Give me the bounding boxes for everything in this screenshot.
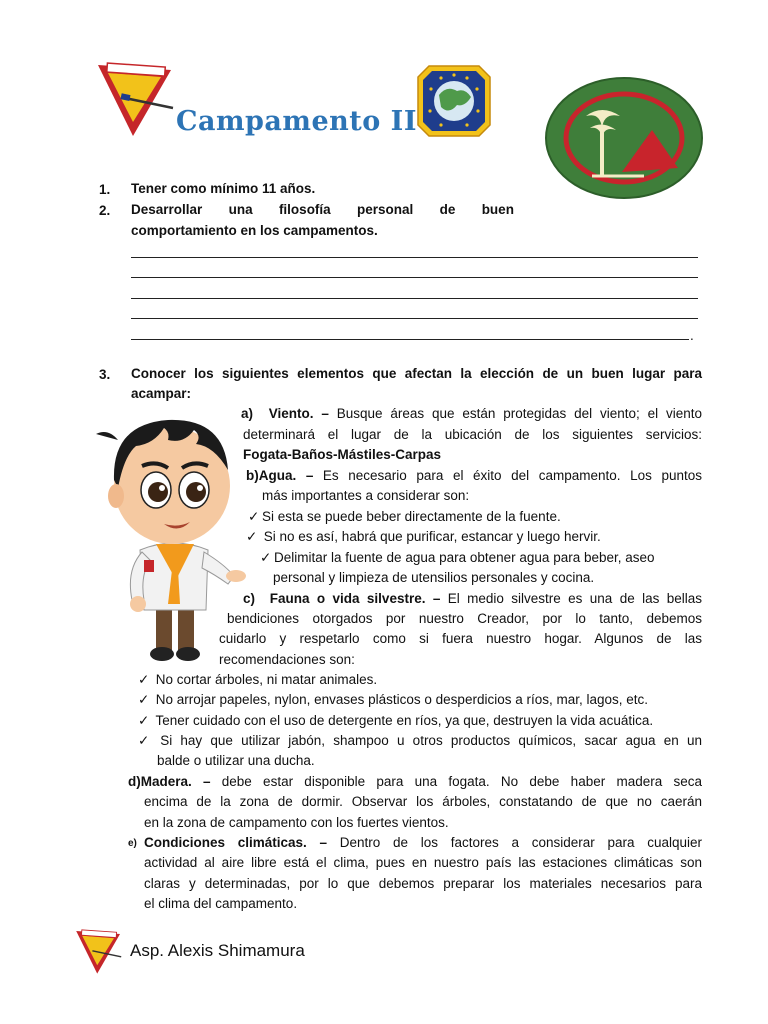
req-1-text: Tener como mínimo 11 años. <box>131 181 316 196</box>
footer-logo-icon <box>74 928 124 976</box>
req-2-word: de <box>439 202 456 217</box>
section-c-text2: bendiciones otorgados por nuestro Creador, por lo tanto, debemos <box>227 611 702 626</box>
globe-emblem-icon <box>415 63 493 139</box>
section-c-item <box>138 731 702 752</box>
camping-badge-icon <box>544 76 704 200</box>
section-b-text2: más importantes a considerar son: <box>262 488 470 503</box>
section-b-heading: Agua. – <box>258 468 314 483</box>
req-2-word: Desarrollar <box>131 202 203 217</box>
req-3-line1: Conocer los siguientes elementos que afectan la elección de un buen lugar para <box>131 366 702 381</box>
section-b-item-text: Si no es así, habrá que purificar, estancar y luego hervir. <box>263 529 601 544</box>
section-c-item4a: Si hay que utilizar jabón, shampoo u otros productos químicos, sacar agua en un <box>160 733 702 748</box>
section-c-item4b: balde o utilizar una ducha. <box>157 753 315 768</box>
req-2-word: filosofía <box>278 202 331 217</box>
section-e-text4: el clima del campamento. <box>144 896 298 911</box>
section-c-text3: cuidarlo y respetarlo como si fuera nuestro hogar. Algunos de las <box>219 631 702 646</box>
section-a <box>241 404 702 425</box>
section-c-item <box>138 711 653 732</box>
section-c-text1: El medio silvestre es una de las bellas <box>447 591 702 606</box>
req-1-number: 1. <box>99 182 111 197</box>
section-b-item-text: Si esta se puede beber directamente de la fuente. <box>262 509 561 524</box>
section-c-item-text: Tener cuidado con el uso de detergente en ríos, ya que, destruyen la vida acuática. <box>155 713 654 728</box>
section-d-heading: Madera. – <box>140 774 211 789</box>
section-c-heading: Fauna o vida silvestre. – <box>269 591 441 606</box>
req-2-word: personal <box>357 202 414 217</box>
check-icon: ✓ <box>138 713 150 728</box>
section-c-text4: recomendaciones son: <box>219 652 355 667</box>
section-b-marker: b) <box>246 468 259 483</box>
section-b-sub1: Delimitar la fuente de agua para obtener agua para beber, aseo <box>274 550 655 565</box>
req-2-line1 <box>131 200 514 221</box>
pathfinder-logo-icon <box>95 60 177 140</box>
section-a-text2: determinará el lugar de la ubicación de los siguientes servicios: <box>243 427 702 442</box>
page-title: Campamento II <box>176 106 417 137</box>
section-c-item <box>138 670 377 691</box>
section-a-heading: Viento. – <box>268 406 329 421</box>
answer-line[interactable] <box>131 318 698 319</box>
section-c-item-text: No arrojar papeles, nylon, envases plásticos o desperdicios a ríos, mar, lagos, etc. <box>155 692 649 707</box>
answer-line[interactable] <box>131 257 698 258</box>
section-b-item <box>246 527 601 548</box>
req-2-word: buen <box>481 202 514 217</box>
answer-line[interactable] <box>131 339 689 340</box>
section-c-item <box>138 690 648 711</box>
footer-author: Asp. Alexis Shimamura <box>130 941 305 960</box>
req-2-number: 2. <box>99 203 111 218</box>
section-c-item-text: No cortar árboles, ni matar animales. <box>155 672 378 687</box>
req-3-number: 3. <box>99 367 111 382</box>
section-c <box>243 589 702 610</box>
section-b-subitem <box>260 548 655 569</box>
section-e-heading: Condiciones climáticas. – <box>144 835 328 850</box>
section-d <box>128 772 702 793</box>
section-a-text1: Busque áreas que están protegidas del viento; el viento <box>336 406 702 421</box>
answer-line[interactable] <box>131 298 698 299</box>
check-icon: ✓ <box>138 733 150 748</box>
section-b-sub2: personal y limpieza de utensilios personales y cocina. <box>273 570 595 585</box>
check-icon: ✓ <box>248 509 260 524</box>
section-e-text1: Dentro de los factores a considerar para cualquier <box>339 835 702 850</box>
section-b-item <box>248 507 561 528</box>
req-2-word: una <box>228 202 253 217</box>
section-e <box>144 833 702 854</box>
check-icon: ✓ <box>246 529 258 544</box>
check-icon: ✓ <box>138 692 150 707</box>
section-d-marker: d) <box>128 774 141 789</box>
req-2-line2: comportamiento en los campamentos. <box>131 223 378 238</box>
scout-boy-illustration <box>84 400 248 666</box>
section-a-marker: a) <box>241 406 254 421</box>
answer-line[interactable] <box>131 277 698 278</box>
section-c-marker: c) <box>243 591 256 606</box>
section-e-marker: e) <box>128 838 137 849</box>
section-d-text3: en la zona de campamento con los fuertes vientos. <box>144 815 449 830</box>
section-a-services: Fogata-Baños-Mástiles-Carpas <box>243 447 442 462</box>
section-b <box>246 466 702 487</box>
section-b-text1: Es necesario para el éxito del campamento. Los puntos <box>322 468 702 483</box>
section-e-text2: actividad al aire libre está el clima, pues en nuestro país las estaciones climáticas son <box>144 855 702 870</box>
section-e-text3: claras y determinadas, por lo que debemos preparar los materiales necesarios para <box>144 876 702 891</box>
section-d-text2: encima de la zona de dormir. Observar los árboles, constatando de que no caerán <box>144 794 702 809</box>
req-3-line2: acampar: <box>131 386 192 401</box>
answer-end-period: . <box>690 328 694 343</box>
check-icon: ✓ <box>260 550 272 565</box>
section-d-text1: debe estar disponible para una fogata. No debe haber madera seca <box>221 774 702 789</box>
check-icon: ✓ <box>138 672 150 687</box>
